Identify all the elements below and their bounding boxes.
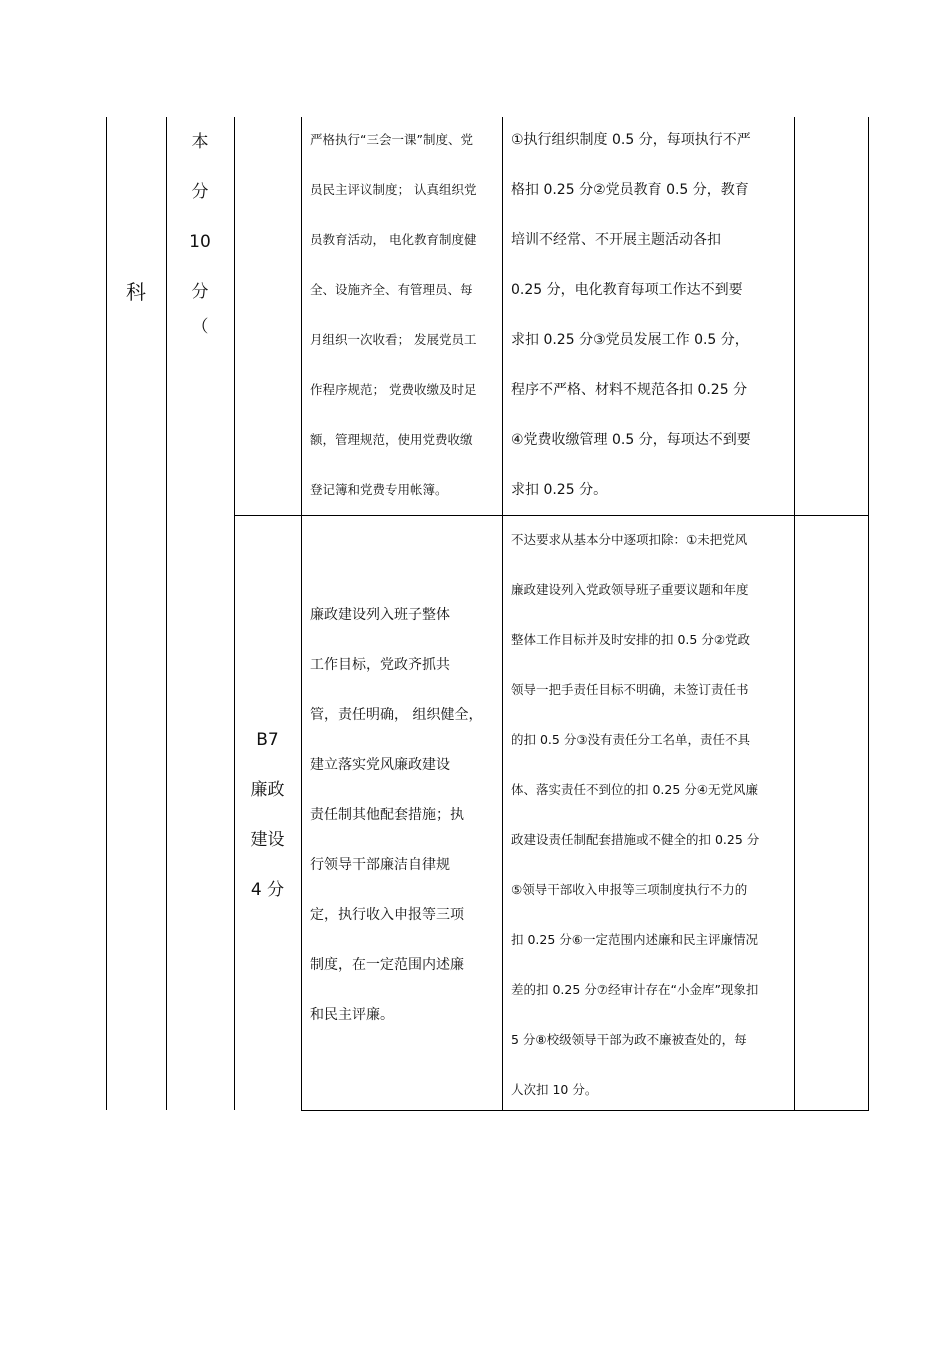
item-label-line: 廉政 (250, 780, 285, 800)
table-border-left (106, 117, 107, 1110)
criteria-line: 培训不经常、不开展主题活动各扣 (511, 232, 721, 248)
row2-remarks-cell (795, 516, 868, 1110)
standard-line: 廉政建设列入班子整体 (310, 607, 450, 623)
base-score-cell (166, 117, 234, 337)
criteria-line: 5 分⑧校级领导干部为政不廉被查处的，每 (511, 1032, 747, 1047)
base-score-line: （ (191, 317, 209, 337)
base-score-line: 10 (189, 232, 211, 252)
standard-line: 定，执行收入申报等三项 (310, 907, 464, 923)
standard-line: 建立落实党风廉政建设 (310, 757, 450, 773)
standard-line: 工作目标，党政齐抓共 (310, 657, 450, 673)
criteria-line: 廉政建设列入党政领导班子重要议题和年度 (511, 582, 749, 597)
criteria-line: 格扣 0.25 分②党员教育 0.5 分，教育 (511, 182, 749, 198)
category-cell (106, 276, 166, 305)
criteria-line: 求扣 0.25 分③党员发展工作 0.5 分， (511, 332, 749, 348)
item-label-line: B7 (256, 730, 279, 750)
base-score-line: 分 (191, 182, 209, 202)
standard-line: 责任制其他配套措施；执 (310, 807, 464, 823)
criteria-line: 不达要求从基本分中逐项扣除：①未把党风 (511, 532, 748, 547)
item-label-cell (234, 715, 301, 915)
criteria-line: 差的扣 0.25 分⑦经审计存在“小金库”现象扣 (511, 982, 759, 997)
standard-line: 管，责任明确， 组织健全， (310, 707, 483, 723)
row1-standard (310, 115, 500, 515)
criteria-line: 求扣 0.25 分。 (511, 482, 608, 498)
row2-criteria (511, 515, 793, 1115)
criteria-line: 程序不严格、材料不规范各扣 0.25 分 (511, 382, 748, 398)
base-score-line: 分 (191, 282, 209, 302)
criteria-line: 政建设责任制配套措施或不健全的扣 0.25 分 (511, 832, 760, 847)
table-border-right (868, 117, 869, 1111)
table-divider-3 (301, 117, 302, 1111)
criteria-line: 人次扣 10 分。 (511, 1082, 598, 1097)
standard-line: 严格执行“三会一课”制度、党 (310, 132, 473, 147)
criteria-line: 领导一把手责任目标不明确，未签订责任书 (511, 682, 749, 697)
table-divider-2 (234, 117, 235, 1110)
row2-standard (310, 590, 500, 1040)
row1-criteria (511, 115, 793, 515)
criteria-line: ⑤领导干部收入申报等三项制度执行不力的 (511, 882, 748, 897)
standard-line: 作程序规范； 党费收缴及时足 (310, 382, 477, 397)
standard-line: 和民主评廉。 (310, 1007, 394, 1023)
criteria-line: 扣 0.25 分⑥一定范围内述廉和民主评廉情况 (511, 932, 758, 947)
row1-remarks-cell (795, 117, 868, 515)
item-label-line: 4 分 (250, 880, 285, 900)
standard-line: 员教育活动， 电化教育制度健 (310, 232, 477, 247)
standard-line: 月组织一次收看； 发展党员工 (310, 332, 477, 347)
category-char: 科 (126, 280, 146, 304)
criteria-line: ①执行组织制度 0.5 分，每项执行不严 (511, 132, 751, 148)
standard-line: 额，管理规范，使用党费收缴 (310, 432, 473, 447)
table-divider-4 (502, 117, 503, 1111)
item-label-line: 建设 (250, 830, 285, 850)
criteria-line: 整体工作目标并及时安排的扣 0.5 分②党政 (511, 632, 751, 647)
standard-line: 登记簿和党费专用帐簿。 (310, 482, 448, 497)
standard-line: 员民主评议制度； 认真组织党 (310, 182, 477, 197)
standard-line: 制度，在一定范围内述廉 (310, 957, 464, 973)
base-score-line: 本 (191, 132, 209, 152)
standard-line: 行领导干部廉洁自律规 (310, 857, 450, 873)
criteria-line: ④党费收缴管理 0.5 分，每项达不到要 (511, 432, 751, 448)
standard-line: 全、设施齐全、有管理员、每 (310, 282, 473, 297)
criteria-line: 0.25 分，电化教育每项工作达不到要 (511, 282, 743, 298)
criteria-line: 体、落实责任不到位的扣 0.25 分④无党风廉 (511, 782, 758, 797)
criteria-line: 的扣 0.5 分③没有责任分工名单，责任不具 (511, 732, 751, 747)
